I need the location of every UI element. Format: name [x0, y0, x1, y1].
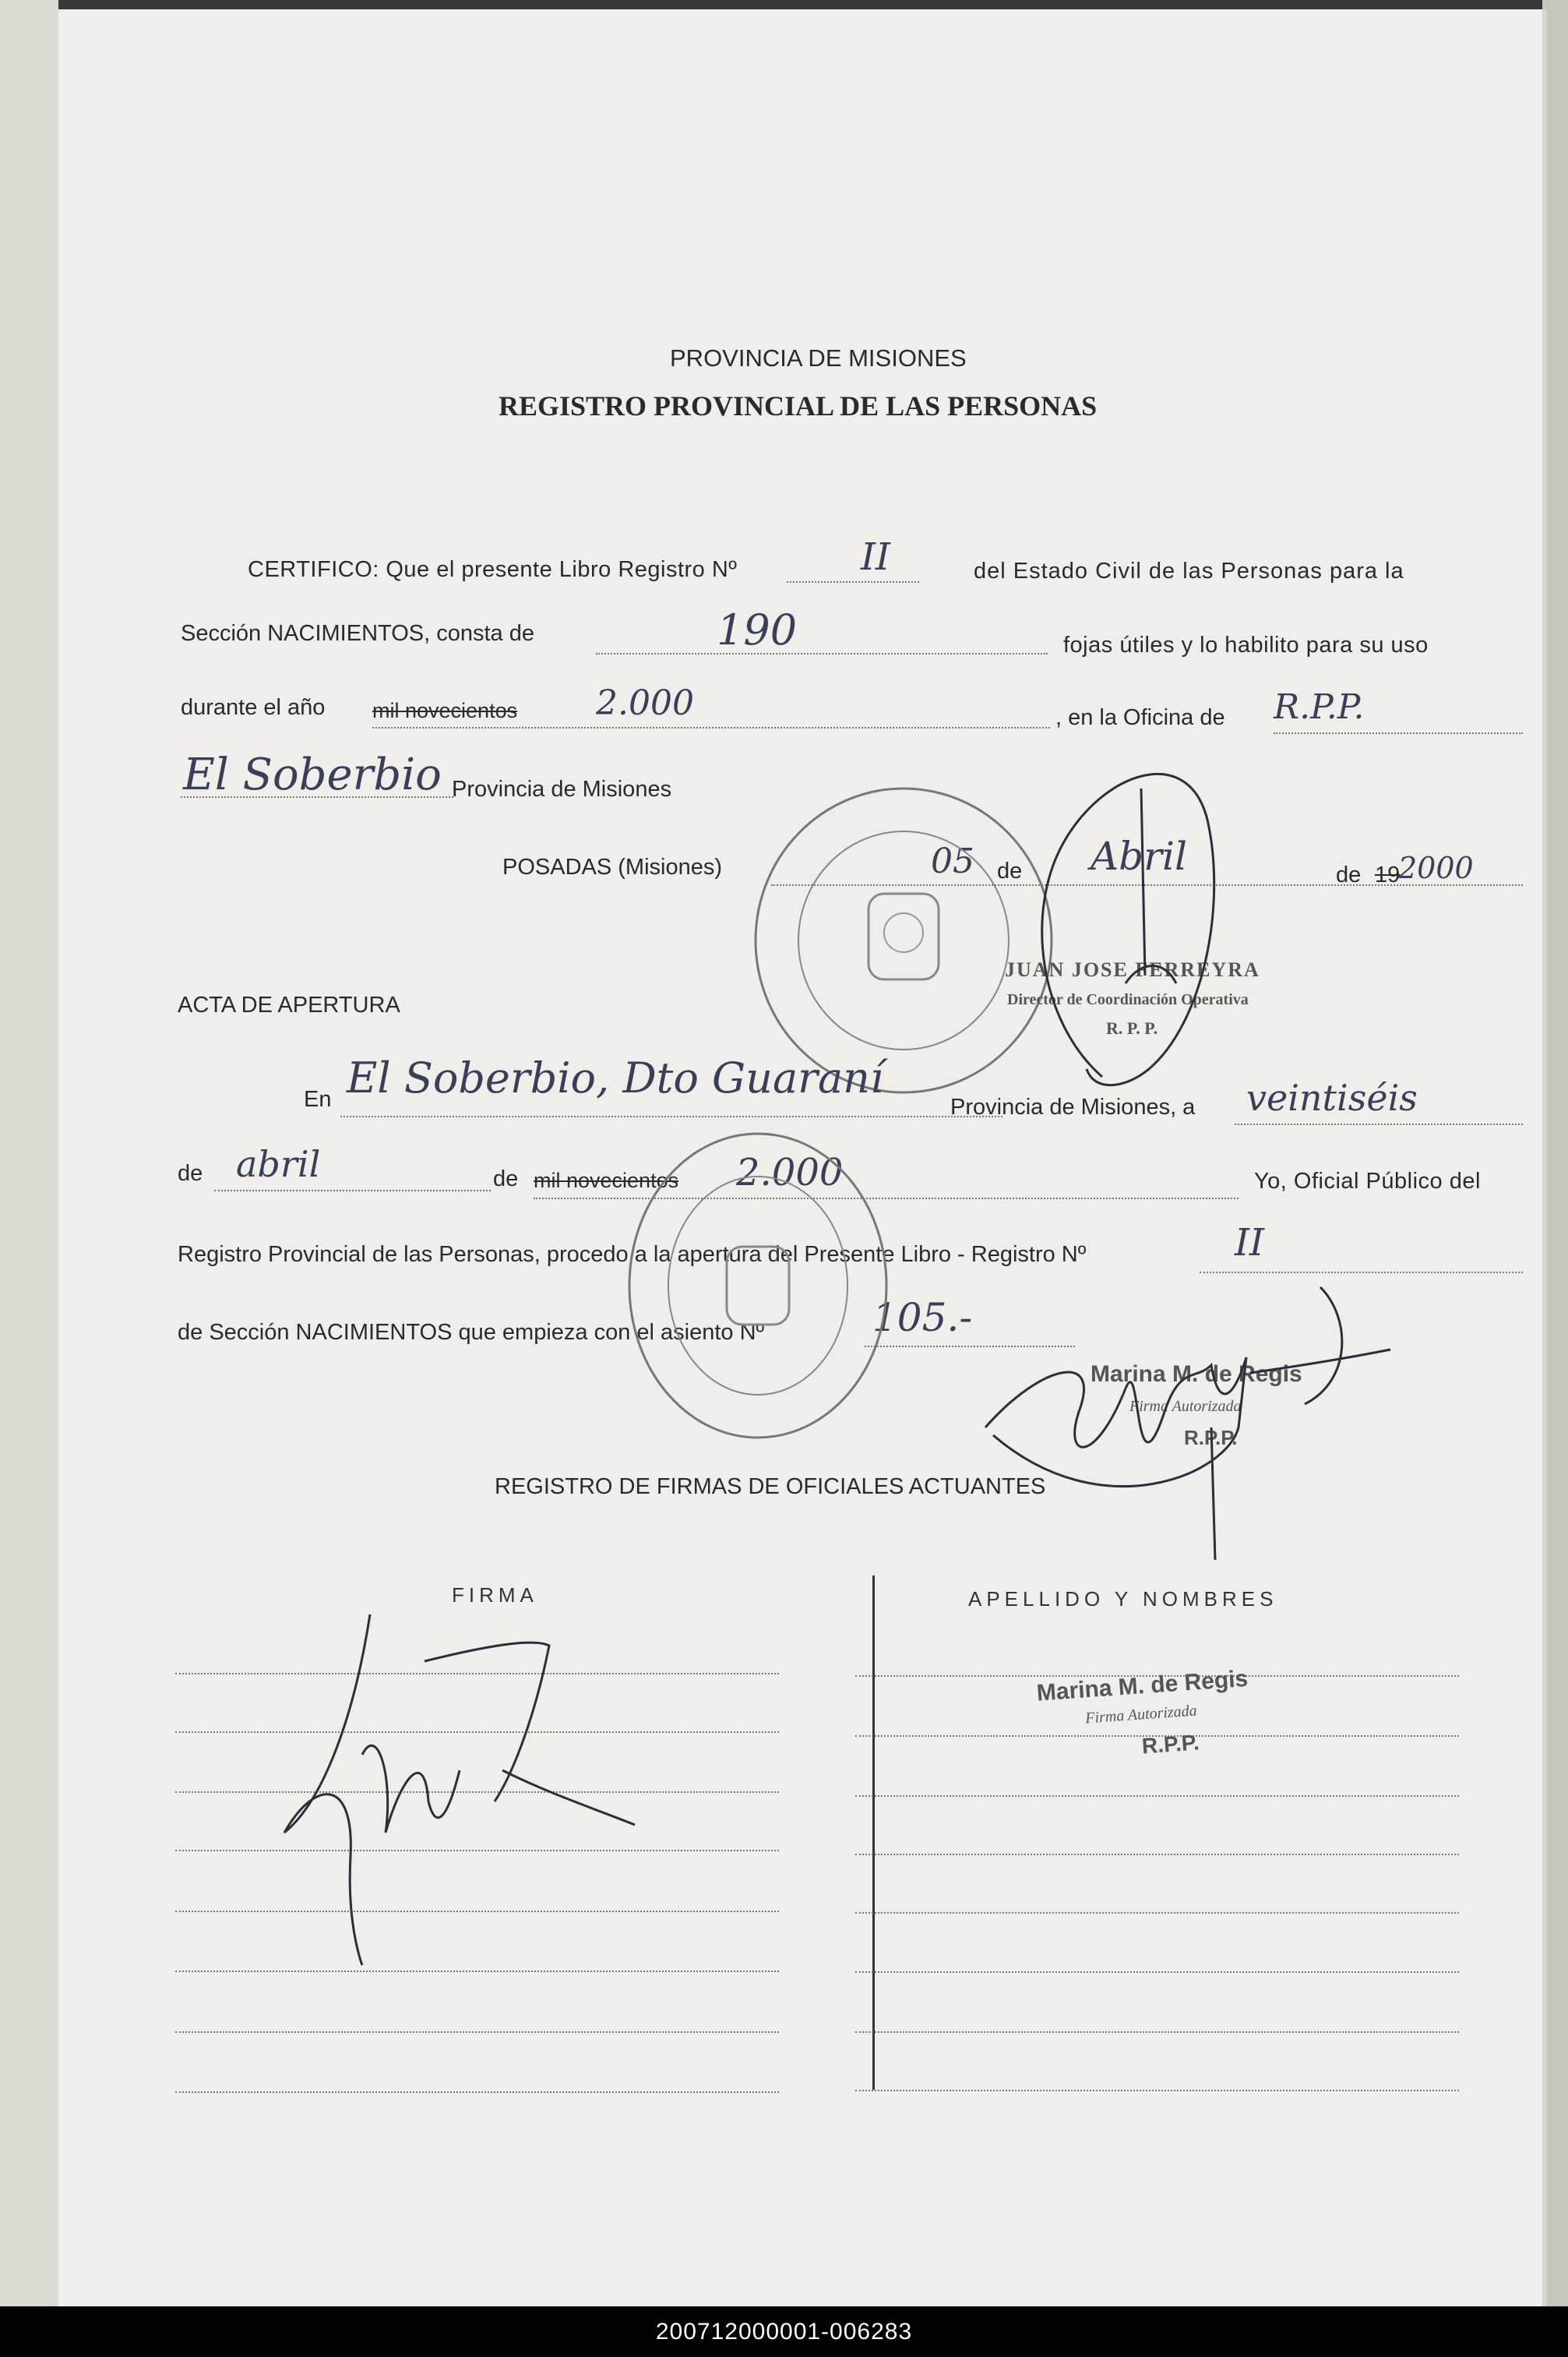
acta-mes-hand: abril: [236, 1143, 321, 1185]
acta-de2: de: [493, 1166, 519, 1191]
firma-autorizada-org: R.P.P.: [1184, 1426, 1238, 1449]
oficial-signature-1: [978, 1272, 1461, 1568]
province-heading: PROVINCIA DE MISIONES: [670, 344, 967, 372]
book-spine-edge: [0, 0, 58, 2306]
stamp2-name: Marina M. de Regis: [1035, 1665, 1249, 1706]
director-stamp-name: JUAN JOSE FERREYRA: [1005, 958, 1260, 981]
fecha-de2: de: [1336, 863, 1362, 887]
director-stamp-role: Director de Coordinación Operativa: [1007, 991, 1249, 1008]
anio-hand: 2.000: [596, 683, 694, 723]
cert-line1-b: del Estado Civil de las Personas para la: [974, 559, 1404, 584]
director-stamp-org: R. P. P.: [1106, 1018, 1158, 1038]
oficina-hand: R.P.P.: [1274, 687, 1365, 727]
cert-line2-a: Sección NACIMIENTOS, consta de: [181, 621, 534, 646]
nombres-line: [855, 2031, 1459, 2033]
nombres-line: [855, 1912, 1459, 1914]
fecha-de1: de: [997, 859, 1023, 884]
acta-provincia: Provincia de Misiones, a: [950, 1095, 1196, 1120]
fojas-hand: 190: [717, 605, 798, 655]
dia-hand: 05: [931, 842, 974, 881]
cert-line4-b: Provincia de Misiones: [452, 777, 672, 802]
acta-mes-dots: [214, 1190, 491, 1191]
fojas-dots: [596, 653, 1048, 655]
acta-line3: Registro Provincial de las Personas, procedo a la apertura del Presente Libro - Registro Nº: [178, 1242, 1087, 1267]
registry-title: REGISTRO PROVINCIAL DE LAS PERSONAS: [499, 390, 1098, 422]
nombres-line: [855, 1795, 1459, 1797]
acta-anio-hand: 2.000: [736, 1151, 844, 1194]
acta-asiento-hand: 105.-: [872, 1295, 973, 1340]
archive-caption: 200712000001-006283: [655, 2318, 913, 2345]
acta-line4: de Sección NACIMIENTOS que empieza con el asiento Nº: [178, 1320, 765, 1345]
acta-en: En: [304, 1087, 332, 1112]
acta-lugar-hand: El Soberbio, Dto Guaraní: [347, 1053, 884, 1103]
nombres-line: [855, 2090, 1459, 2091]
mes-hand: Abril: [1091, 834, 1187, 879]
anio-dots: [372, 727, 1050, 729]
firma-line: [175, 2091, 779, 2093]
lugar-dots: [181, 796, 453, 798]
acta-registro-hand: II: [1235, 1221, 1264, 1265]
cert-line3-b: , en la Oficina de: [1055, 705, 1225, 730]
acta-anio-struck: mil novecientos: [534, 1169, 679, 1192]
firma-autorizada-name: Marina M. de Regis: [1091, 1361, 1302, 1387]
acta-yo: Yo, Oficial Público del: [1254, 1169, 1481, 1194]
acta-dia-dots: [1235, 1124, 1523, 1125]
acta-de1: de: [178, 1161, 203, 1186]
firma-line: [175, 2031, 779, 2033]
director-signature: [1009, 726, 1258, 1100]
stamp2-role: Firma Autorizada: [1084, 1702, 1198, 1727]
document-page: [58, 9, 1547, 2306]
official-seal-stamp-2: [618, 1122, 898, 1449]
libro-num-dots: [787, 581, 919, 583]
archive-caption-bar: [0, 2306, 1568, 2357]
nombres-line: [855, 1854, 1459, 1855]
col-firma-heading: FIRMA: [452, 1583, 538, 1607]
cert-line3-a: durante el año: [181, 695, 326, 720]
col-nombres-heading: APELLIDO Y NOMBRES: [968, 1587, 1278, 1611]
lugar-hand: El Soberbio: [183, 750, 442, 800]
acta-lugar-dots: [340, 1116, 1002, 1117]
registro-firmas-heading: REGISTRO DE FIRMAS DE OFICIALES ACTUANTES: [495, 1474, 1046, 1499]
fecha-lugar: POSADAS (Misiones): [502, 855, 723, 880]
nombres-line: [855, 1971, 1459, 1973]
libro-num-hand: II: [861, 535, 890, 579]
column-divider: [872, 1575, 875, 2090]
oficial-signature-2: [269, 1599, 674, 1981]
firma-autorizada-role: Firma Autorizada: [1129, 1398, 1242, 1415]
anio-struck-text: mil novecientos: [372, 699, 518, 722]
oficina-dots: [1274, 732, 1523, 734]
cert-line1-a: CERTIFICO: Que el presente Libro Registro Nº: [248, 557, 738, 582]
stamp2-org: R.P.P.: [1140, 1730, 1200, 1759]
anio-fecha-struck: 19: [1375, 863, 1401, 887]
anio-fecha-hand: 2000: [1398, 851, 1474, 885]
cert-line2-b: fojas útiles y lo habilito para su uso: [1063, 633, 1429, 658]
acta-dia-hand: veintiséis: [1246, 1077, 1418, 1119]
acta-heading: ACTA DE APERTURA: [178, 993, 400, 1018]
